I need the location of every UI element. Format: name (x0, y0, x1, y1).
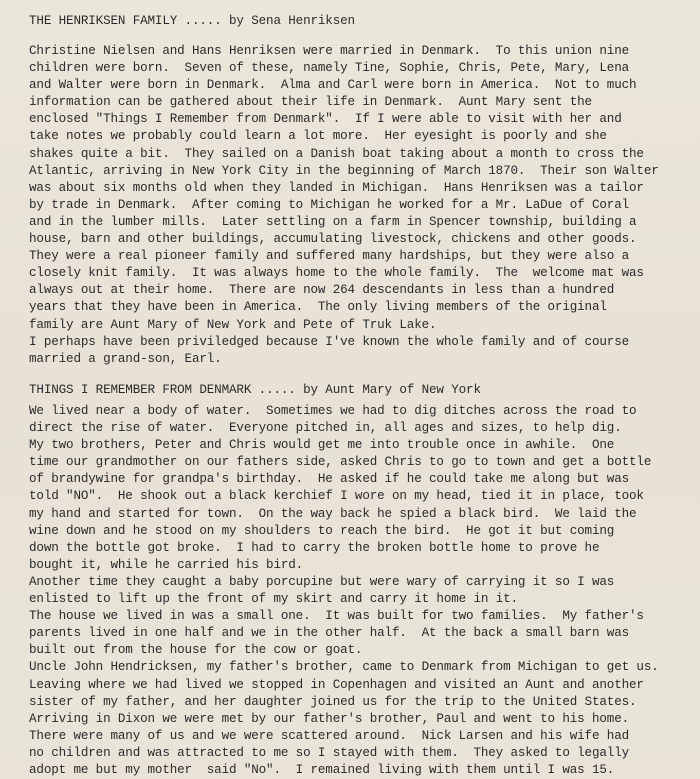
text-line: sister of my father, and her daughter joined us for the trip to the United States. (29, 694, 637, 709)
text-line: There were many of us and we were scattered around. Nick Larsen and his wife had (29, 728, 630, 743)
text-line: We lived near a body of water. Sometimes we had to dig ditches across the road to (29, 404, 637, 418)
text-line: direct the rise of water. Everyone pitched in, all ages and sizes, to help dig. (29, 421, 622, 436)
article-body-things-i-remember (29, 403, 689, 779)
text-line: built out from the house for the cow or goat. (29, 643, 363, 658)
text-line: information can be gathered about their life in Denmark. Aunt Mary sent the (29, 95, 592, 110)
text-line: by trade in Denmark. After coming to Michigan he worked for a Mr. LaDue of Coral (29, 197, 630, 212)
text-line: and Walter were born in Denmark. Alma and Carl were born in America. Not to much (29, 78, 637, 93)
text-line: and in the lumber mills. Later settling on a farm in Spencer township, building a (29, 214, 637, 229)
text-line: Arriving in Dixon we were met by our father's brother, Paul and went to his home. (29, 711, 630, 726)
text-line: house, barn and other buildings, accumulating livestock, chickens and other goods. (29, 232, 637, 247)
text-line: Christine Nielsen and Hans Henriksen were married in Denmark. To this union nine (29, 44, 630, 58)
article-heading-henriksen-family (29, 13, 689, 30)
text-line: enlisted to lift up the front of my skirt and carry it home in it. (29, 592, 518, 607)
text-line: of brandywine for grandpa's birthday. He asked if he could take me along but was (29, 472, 630, 487)
text-line: parents lived in one half and we in the other half. At the back a small barn was (29, 626, 630, 641)
text-line: shakes quite a bit. They sailed on a Danish boat taking about a month to cross the (29, 146, 644, 161)
text-line: Another time they caught a baby porcupine but were wary of carrying it so I was (29, 574, 615, 589)
article-body-henriksen-family (29, 43, 689, 368)
text-line: Atlantic, arriving in New York City in the beginning of March 1870. Their son Walter (29, 163, 659, 178)
text-line: time our grandmother on our fathers side, asked Chris to go to town and get a bottle (29, 455, 652, 470)
text-line: bought it, while he carried his bird. (29, 557, 304, 572)
text-line: my hand and started for town. On the way back he spied a black bird. We laid the (29, 506, 637, 521)
text-line: children were born. Seven of these, namely Tine, Sophie, Chris, Pete, Mary, Lena (29, 61, 630, 76)
text-line: Uncle John Hendricksen, my father's brother, came to Denmark from Michigan to get us. (29, 660, 659, 675)
text-line: The house we lived in was a small one. It was built for two families. My father's (29, 609, 644, 624)
text-line: years that they have been in America. The only living members of the original (29, 300, 607, 315)
text-line: They were a real pioneer family and suffered many hardships, but they were also a (29, 249, 630, 264)
text-line: no children and was attracted to me so I stayed with them. They asked to legally (29, 745, 630, 760)
text-line: wine down and he stood on my shoulders to reach the bird. He got it but coming (29, 523, 615, 538)
text-line: down the bottle got broke. I had to carry the broken bottle home to prove he (29, 540, 600, 555)
text-line: My two brothers, Peter and Chris would get me into trouble once in awhile. One (29, 438, 615, 453)
text-line: always out at their home. There are now 264 descendants in less than a hundred (29, 283, 615, 298)
article-title: THE HENRIKSEN FAMILY ..... by Sena Henriksen (29, 14, 355, 28)
text-line: family are Aunt Mary of New York and Pete of Truk Lake. (29, 317, 437, 332)
text-line: Leaving where we had lived we stopped in Copenhagen and visited an Aunt and another (29, 677, 644, 692)
text-line: enclosed "Things I Remember from Denmark". If I were able to visit with her and (29, 112, 622, 127)
text-line: married a grand-son, Earl. (29, 351, 222, 366)
text-line: closely knit family. It was always home to the whole family. The welcome mat was (29, 266, 644, 281)
text-line: was about six months old when they landed in Michigan. Hans Henriksen was a tailor (29, 180, 644, 195)
article-title: THINGS I REMEMBER FROM DENMARK ..... by Aunt Mary of New York (29, 383, 481, 397)
text-line: told "NO". He shook out a black kerchief I wore on my head, tied it in place, took (29, 489, 644, 504)
text-line: I perhaps have been priviledged because I've known the whole family and of course (29, 334, 630, 349)
text-line: take notes we probably could learn a lot more. Her eyesight is poorly and she (29, 129, 607, 144)
article-heading-things-i-remember (29, 382, 689, 399)
text-line: adopt me but my mother said "No". I remained living with them until I was 15. (29, 762, 615, 777)
